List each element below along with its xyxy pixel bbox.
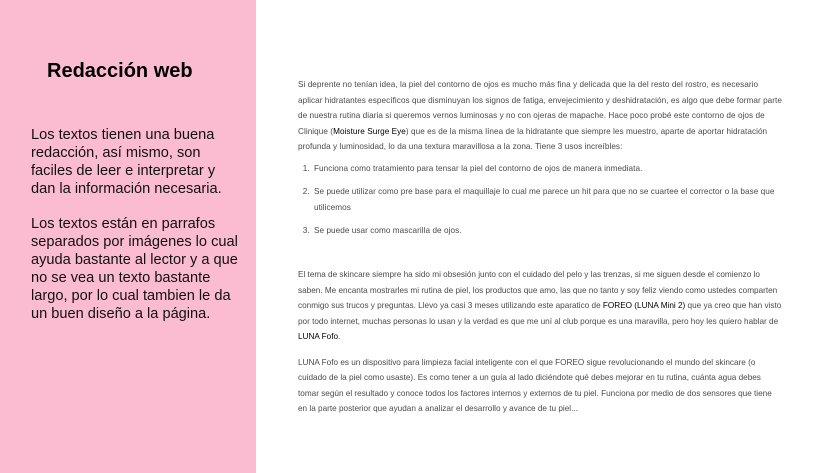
panel-paragraph-layout: Los textos están en parrafos separados por imágenes lo cual ayuda bastante al lector y a que no se vea un texto bastante largo, por lo cual tambien le da un buen diseño a la página. (31, 216, 238, 322)
list-item: 3. Se puede usar como mascarilla de ojos. (312, 223, 782, 239)
intro-text: Si deprente no tenían idea, la piel del contorno de ojos es mucho más fina y delicada que la del resto del rostro, es necesario aplicar hidratantes específicos que disminuyan los signos de fatiga, envejecimiento y deshidratación, es algo que debe formar parte de nuestra rutina diaria si queremos vernos luminosas y no con ojeras de mapache. Hace poco probé este contorno de ojos de Clinique ( (298, 80, 782, 136)
article-excerpt-eye-contour (298, 77, 782, 247)
panel-paragraph-writing-quality: Los textos tienen una buena redacción, así mismo, son faciles de leer e interpretar y dan la información necesaria. (31, 127, 222, 197)
paragraph-end: . (338, 332, 341, 341)
article-paragraph-device: LUNA Fofo es un dispositivo para limpieza facial inteligente con el que FOREO sigue revolucionando el mundo del skincare (o cuidado de la piel como usaste). Es como tener a un guía al lado diciéndote qué debes mejorar en tu rutina, cuánta agua debes tomar según el resultado y conoce todos los factores internos y externos de tu piel. Funciona por medio de dos sensores que tiene en la parte posterior que ayudan a analizar el desarrollo y avance de tu piel... (298, 357, 772, 413)
article-paragraph (298, 267, 782, 345)
product-name-secondary: LUNA Fofo (298, 332, 339, 341)
uses-list (298, 161, 782, 239)
article-excerpt-skincare (298, 267, 782, 427)
panel-title: Redacción web (47, 60, 193, 82)
product-name: Moisture Surge Eye (333, 126, 406, 136)
left-panel (0, 0, 256, 473)
list-item: 2. Se puede utilizar como pre base para el maquillaje lo cual me parece un hit para que no se cuartee el corrector o la base que utilicemos (312, 184, 782, 215)
paragraph-text-continued: que ya creo que han visto por todo internet, muchas personas lo usan y la verdad es que me uní al club porque es una maravilla, pero hoy les quiero hablar de (298, 301, 782, 326)
paragraph-text: El tema de skincare siempre ha sido mi obsesión junto con el cuidado del pelo y las trenzas, si me siguen desde el comienzo lo saben. Me encanta mostrarles mi rutina de piel, los productos que amo, las que no tanto y soy feliz viendo como ustedes comparten conmigo sus trucos y preguntas. Llevo ya casi 3 meses utilizando este aparatico de (298, 270, 778, 310)
intro-text-continued: ) que es de la misma línea de la hidratante que siempre les muestro, aparte de aportar hidratación profunda y luminosidad, lo da una textura maravillosa a la zona. Tiene 3 usos increíbles: (298, 126, 768, 151)
list-item: 1. Funciona como tratamiento para tensar la piel del contorno de ojos de manera inmediata. (312, 161, 782, 177)
article-intro (298, 77, 782, 155)
product-name: FOREO (LUNA Mini 2) (602, 301, 686, 310)
